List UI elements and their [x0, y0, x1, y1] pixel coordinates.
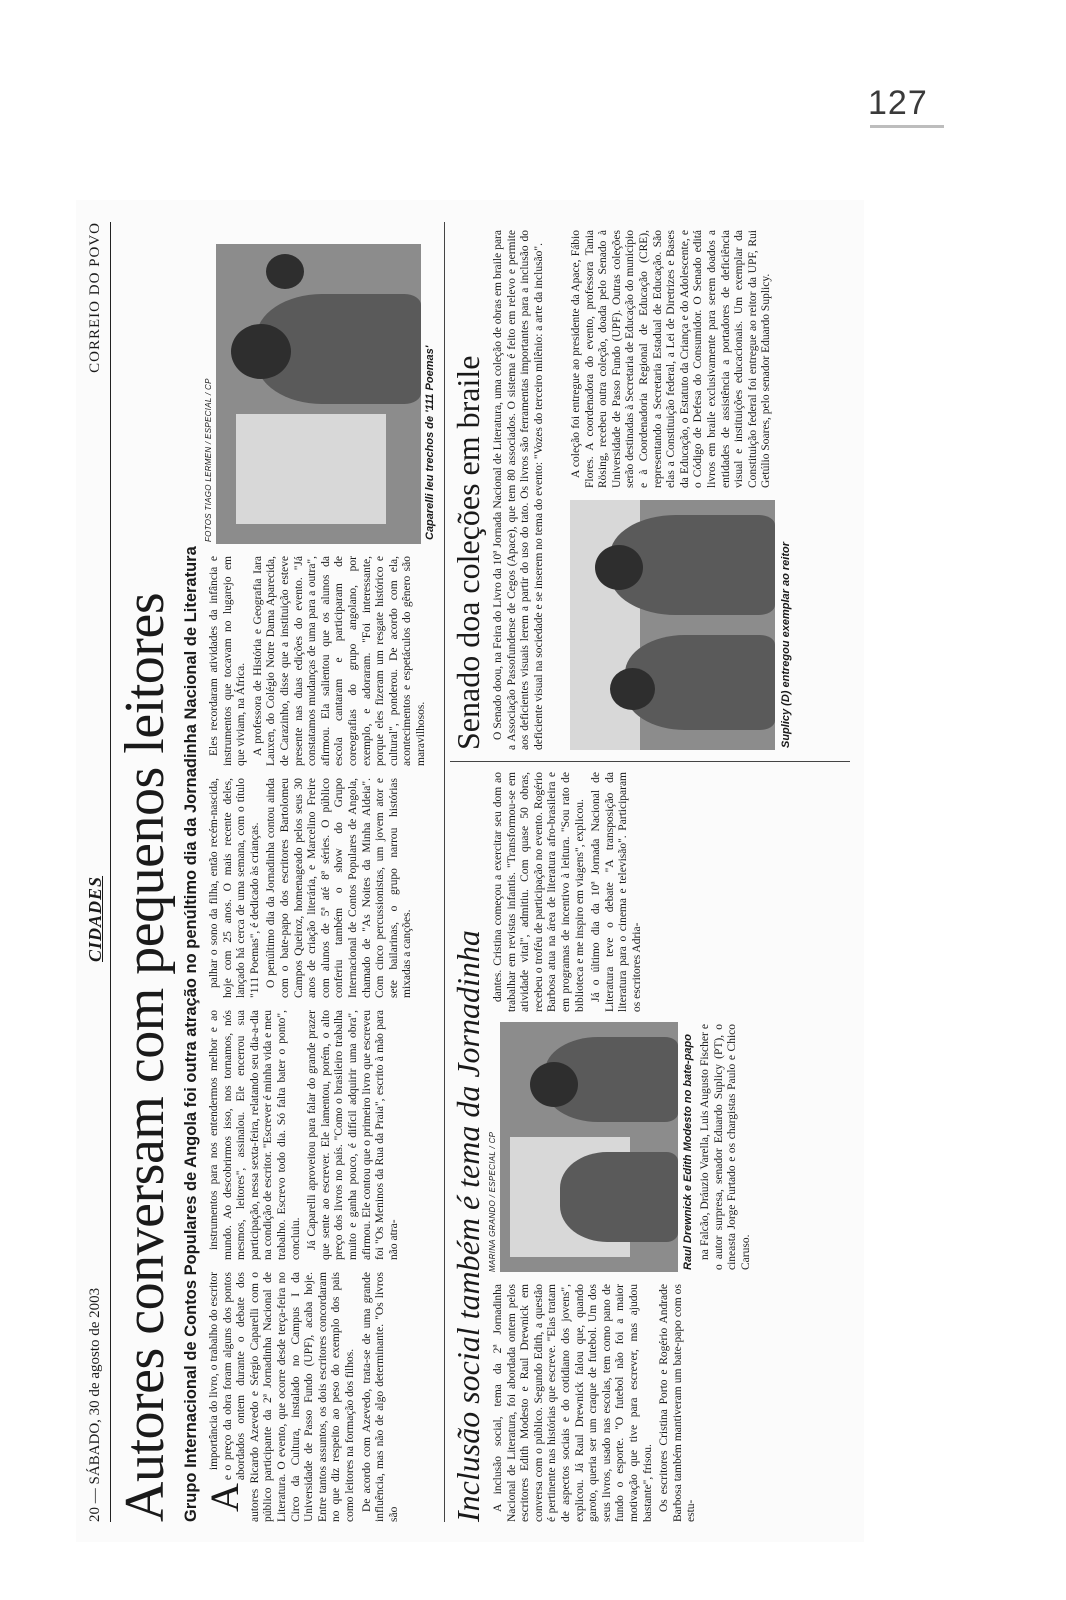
inclusion-photo-caption: Raul Drewnick e Edith Modesto no bate-papo — [682, 1034, 694, 1270]
inclusion-col2-paragraph-1: na Falcão, Dráuzio Varella, Luis Augusto Fischer e o autor surpresa, senador Eduardo Suplicy (PT), o cineasta Jorge Furtado e os chargistas Paulo e Chico Caruso. — [699, 1024, 752, 1270]
main-col4-paragraph-2: A professora de História e Geografia Iara Lauxen, do Colégio Notre Dama Aparecida, de Carazinho, disse que a instituição esteve presente nas duas edições do evento. "Já constatamos mudanças de uma para a outra", afirmou. Ela salientou que os alunos da escola cantaram e participaram de coreografias do grupo angolano, por exemplo, e adoraram. "Foi interessante, porque eles fizeram um resgate histórico e cultural", ponderou. De acordo com ela, acontecimentos e espetáculos do gênero são maravilhosos. — [251, 556, 427, 766]
main-column-1 — [202, 1272, 438, 1522]
main-col2-paragraph-2: Já Caparelli aproveitou para falar do grande prazer que sente ao escrever. Ele lamentou, porém, o alto preço dos livros no país. "Como o brasileiro trabalha muito e ganha pouco, é difícil adquirir uma obra", afirmou. Ele contou que o primeiro livro que escreveu foi "Os Meninos da Rua da Praia", escrito à mão para não atra- — [306, 1010, 400, 1260]
main-photo-caption: Caparelli leu trechos de '111 Poemas' — [424, 345, 436, 540]
main-column-4 — [208, 556, 438, 766]
main-column-2 — [208, 1010, 438, 1260]
senate-col-paragraph-1: A coleção foi entregue ao presidente da Apace, Fábio Flores. A coordenadora do evento, professora Tania Rösing, recebeu outra coleção, doada pelo Senado à Universidade de Passo Fundo (UPF). Outras coleções serão destinadas à Secretaria de Educação do município e à Coordenadoria Regional de Educação (CRE), representando a Secretaria Estadual de Educação. São elas a Constituição federal, a Lei de Diretrizes e Bases da Educação, o Estatuto da Criança e do Adolescente, e o Código de Defesa do Consumidor. O Senado editá livros em braile exclusivamente para serem doados a entidades de assistência a portadores de deficiência visual e instituições educacionais. Um exemplar da Constituição federal foi entregue ao reitor da UPF, Rui Getúlio Soares, pelo senador Eduardo Suplicy. — [570, 230, 773, 488]
main-col1-paragraph-1: A importância do livro, o trabalho do escritor e o preço da obra foram alguns dos pontos abordados ontem durante o debate dos autores Ricardo Azevedo e Sérgio Caparelli com o público participante da 2ª Jornadinha Nacional de Literatura. O evento, que ocorre desde terça-feira no Circo da Cultura, instalado no Campus I da Universidade de Passo Fundo (UPF), acaba hoje. Entre tantos assuntos, os dois escritores concordaram no que diz respeito ao peso do exemplo dos pais como leitores na formação dos filhos. — [202, 1272, 356, 1522]
column-divider — [450, 761, 850, 762]
senate-column — [570, 230, 810, 488]
main-col1-paragraph-2: De acordo com Azevedo, trata-se de uma grande influência, mas não de algo determinante. "Os livros são — [360, 1272, 400, 1522]
inclusion-photo-credit: MARINA GRANDO / ESPECIAL / CP — [488, 1131, 497, 1272]
inclusion-column-1 — [492, 1284, 754, 1522]
senate-intro-paragraph: O Senado doou, na Feira do Livro da 10ª Jornada Nacional de Literatura, uma coleção de obras em braile para a Associação Passofundense de Cegos (Apace), que tem 80 associados. O sistema é feito em relevo e permite aos deficientes visuais lerem a partir do uso do tato. Os livros são ferramentas importantes para a inclusão do deficiente visual na sociedade e se inserem no tema do evento: "Vozes do terceiro milênio: a arte da inclusão". — [492, 230, 545, 750]
inclusion-col3-paragraph-1: dantes. Cristina começou a exercitar seu dom ao trabalhar em revistas infantis. "Transformou-se em atividade vital", admitiu. Com quase 50 obras, recebeu o troféu de participação no evento. Rogério Barbosa atua na área de literatura afro-brasileira e em programas de incentivo à leitura. "Sou rato de biblioteca e me inspiro em viagens", explicou. — [492, 772, 586, 1012]
section-name: CIDADES — [85, 875, 105, 962]
main-photo-credit: FOTOS TIAGO LERMEN / ESPECIAL / CP — [204, 378, 213, 542]
main-col3-paragraph-2: O penúltimo dia da Jornadinha contou ainda com o bate-papo dos escritores Bartolomeu Campos Queiroz, homenageado pelos seus 30 anos de criação literária, e Marcelino Freire com alunos de 5ª até 8ª séries. O público conferiu também o show do Grupo Internacional de Contos Populares de Angola, chamado de "As Noites da Minha Aldeia". Com cinco percussionistas, um jovem ator e sete bailarinas, o grupo narrou histórias mixadas a canções. — [265, 778, 414, 998]
main-col3-paragraph-1: palhar o sono da filha, então recém-nascida, hoje com 25 anos. O mais recente deles, lançado há cerca de uma semana, com o título "111 Poemas", é dedicado às crianças. — [208, 778, 261, 998]
folio-bar — [84, 222, 111, 1522]
page-number-underline — [870, 125, 944, 128]
senate-photo-caption: Suplicy (D) entregou exemplar ao reitor — [780, 542, 792, 748]
inclusion-column-2 — [699, 1024, 759, 1270]
senate-intro — [492, 230, 562, 750]
main-col2-paragraph-1: instrumentos para nos entendermos melhor e ao mundo. Ao descobrirmos isso, nos tornamos, nós mesmos, leitores", assinalou. Ele encerrou sua participação, nessa sexta-feira, relatando seu dia-a-dia na condição de escritor. "Escrever é minha vida e meu trabalho. Escrevo todo dia. Só falta bater o ponto", concluiu. — [208, 1010, 302, 1260]
masthead: CORREIO DO POVO — [87, 222, 103, 373]
senate-title: Senado doa coleções em braile — [450, 355, 486, 750]
inclusion-title: Inclusão social também é tema da Jornadinha — [450, 930, 486, 1522]
main-subhead: Grupo Internacional de Contos Populares de Angola foi outra atração no penúltimo dia da Jornadinha Nacional de Literatura — [182, 546, 200, 1522]
newspaper-clipping — [76, 200, 864, 1542]
photo-drewnick-modesto — [500, 1022, 678, 1272]
main-headline: Autores conversam com pequenos leitores — [114, 592, 176, 1522]
main-col4-paragraph-1: Eles recordaram atividades da infância e instrumentos que tocavam no lugarejo em que viviam, na África. — [208, 556, 248, 766]
inclusion-col1-paragraph-2: Os escritores Cristina Porto e Rogério Andrade Barbosa também mantiveram um bate-papo com os estu- — [658, 1284, 698, 1522]
inclusion-col3-paragraph-2: Já o último dia da 10ª Jornada Nacional de Literatura teve o debate "A transposição da literatura para o cinema e televisão". Participaram os escritores Adria- — [590, 772, 643, 1012]
section-divider — [444, 222, 445, 1522]
inclusion-col1-paragraph-1: A inclusão social, tema da 2ª Jornadinha Nacional de Literatura, foi abordada ontem pelos escritores Edith Modesto e Raul Drewnick em conversa com o público. Segundo Edith, a questão é pertinente nas histórias que escreve. "Elas tratam de aspectos sociais e do cotidiano dos jovens", explicou. Já Raul Drewnick falou que, quando garoto, queria ser um craque de futebol. Um dos seus livros, usado nas escolas, tem como pano de fundo o esporte. "O futebol não foi a maior motivação que tive para escrever, mas ajudou bastante", frisou. — [492, 1284, 654, 1522]
photo-suplicy-reitor — [570, 500, 775, 750]
page-number: 127 — [868, 84, 928, 122]
photo-caparelli-reading — [216, 244, 421, 544]
main-column-3 — [208, 778, 438, 998]
folio-date: 20 — SÁBADO, 30 de agosto de 2003 — [87, 1287, 103, 1522]
inclusion-column-3 — [492, 772, 754, 1012]
